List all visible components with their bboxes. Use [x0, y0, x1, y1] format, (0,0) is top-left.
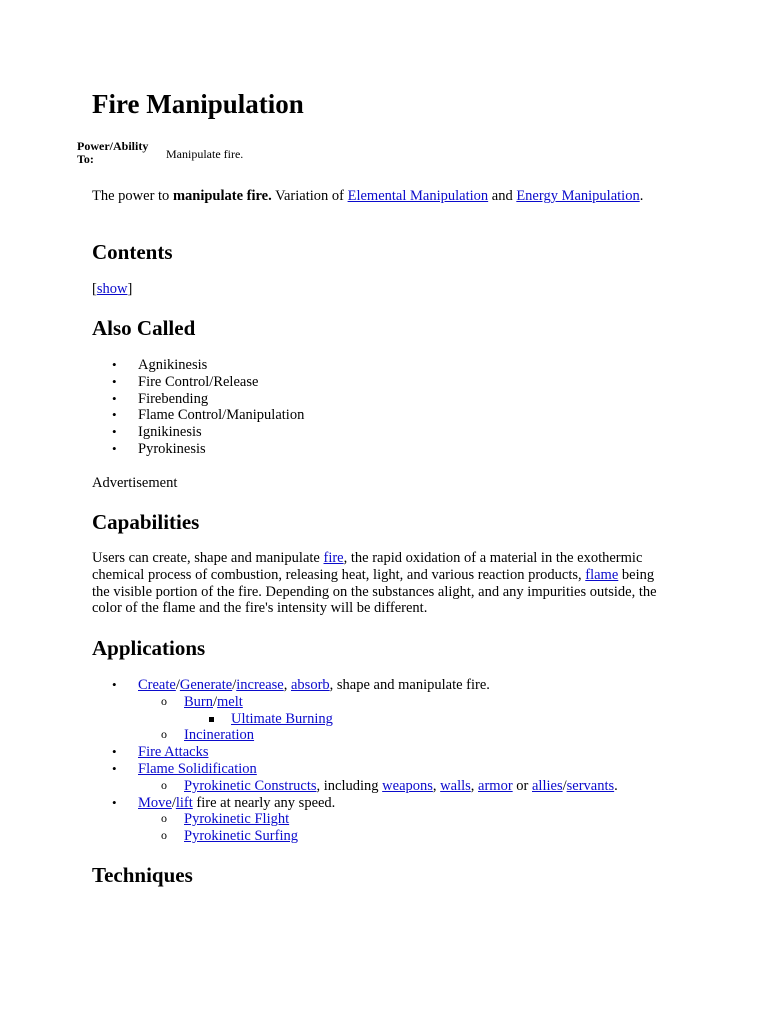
intro-text: The power to	[92, 188, 173, 204]
ultimate-burning-link[interactable]: Ultimate Burning	[231, 710, 333, 727]
fire-attacks-link[interactable]: Fire Attacks	[138, 744, 209, 761]
applications-heading: Applications	[92, 636, 206, 660]
fire-link[interactable]: fire	[323, 550, 344, 566]
techniques-heading: Techniques	[92, 863, 193, 887]
infobox-label: Power/Ability To:	[77, 139, 149, 166]
list-item: • Flame Control/Manipulation	[92, 407, 692, 424]
also-called-list	[92, 357, 692, 458]
contents-show-toggle[interactable]: show	[96, 281, 128, 297]
incineration-link[interactable]: Incineration	[184, 727, 255, 744]
walls-link[interactable]: walls	[440, 777, 471, 794]
page-title: Fire Manipulation	[92, 89, 304, 119]
list-item	[92, 727, 692, 744]
burn-link[interactable]: Burn	[184, 693, 213, 710]
lift-link[interactable]: lift	[175, 794, 193, 811]
slash: /	[171, 794, 176, 811]
intro-bold: manipulate fire.	[172, 188, 272, 204]
generate-link[interactable]: Generate	[179, 677, 233, 693]
list-item	[92, 811, 692, 828]
capabilities-text: , the rapid oxidation of a material in the exothermic chemical process of combustion, releasing heat, light, and various reaction products,	[92, 550, 643, 583]
allies-link[interactable]: allies	[532, 777, 563, 794]
comma: ,	[283, 677, 291, 693]
bracket: ]	[127, 281, 133, 297]
melt-link[interactable]: melt	[217, 693, 243, 710]
capabilities-heading: Capabilities	[92, 510, 200, 534]
pyrokinetic-flight-link[interactable]: Pyrokinetic Flight	[184, 811, 290, 828]
advertisement-label: Advertisement	[92, 475, 178, 491]
capabilities-paragraph	[92, 550, 672, 617]
slash: /	[232, 677, 237, 693]
list-item	[92, 744, 692, 761]
energy-manipulation-link[interactable]: Energy Manipulation	[516, 188, 640, 204]
intro-text: .	[639, 188, 644, 204]
capabilities-text: being the visible portion of the fire. Depending on the substances alight, and any impurities outside, the color of the flame and the fire's intensity will be different.	[92, 566, 657, 617]
infobox	[77, 140, 243, 166]
or-text: or	[512, 777, 532, 794]
list-item	[92, 694, 692, 711]
comma: ,	[470, 777, 479, 794]
weapons-link[interactable]: weapons	[382, 777, 433, 794]
also-called-heading: Also Called	[92, 316, 196, 340]
list-item	[92, 677, 692, 694]
intro-paragraph	[92, 188, 677, 205]
contents-toggle-row	[92, 281, 677, 298]
list-item	[92, 778, 692, 795]
slash: /	[175, 677, 180, 693]
period: .	[614, 777, 618, 794]
slash: /	[213, 693, 218, 710]
list-item: • Pyrokinesis	[92, 441, 692, 458]
servants-link[interactable]: servants	[566, 777, 615, 794]
armor-link[interactable]: armor	[478, 777, 513, 794]
bracket: [	[92, 281, 97, 297]
intro-text: Variation of	[271, 188, 348, 204]
list-item	[92, 795, 692, 812]
list-item	[92, 711, 692, 728]
list-item: • Fire Control/Release	[92, 374, 692, 391]
list-item-text: fire at nearly any speed.	[192, 794, 336, 811]
flame-solidification-link[interactable]: Flame Solidification	[138, 760, 257, 777]
list-item: • Firebending	[92, 391, 692, 408]
list-item	[92, 761, 692, 778]
move-link[interactable]: Move	[138, 794, 172, 811]
slash: /	[562, 777, 567, 794]
pyrokinetic-constructs-link[interactable]: Pyrokinetic Constructs	[184, 777, 317, 794]
list-item-text: , shape and manipulate fire.	[329, 677, 490, 693]
list-item: • Agnikinesis	[92, 357, 692, 374]
flame-link[interactable]: flame	[585, 566, 619, 583]
list-item-text: , including	[316, 777, 383, 794]
comma: ,	[432, 777, 441, 794]
increase-link[interactable]: increase	[236, 677, 284, 693]
contents-heading: Contents	[92, 240, 173, 264]
elemental-manipulation-link[interactable]: Elemental Manipulation	[347, 188, 489, 204]
list-item: • Ignikinesis	[92, 424, 692, 441]
absorb-link[interactable]: absorb	[290, 677, 330, 693]
pyrokinetic-surfing-link[interactable]: Pyrokinetic Surfing	[184, 828, 298, 845]
applications-list	[92, 677, 692, 845]
capabilities-text: Users can create, shape and manipulate	[92, 550, 324, 566]
infobox-value: Manipulate fire.	[166, 146, 244, 161]
create-link[interactable]: Create	[138, 677, 176, 693]
list-item	[92, 828, 692, 845]
intro-text: and	[488, 188, 517, 204]
